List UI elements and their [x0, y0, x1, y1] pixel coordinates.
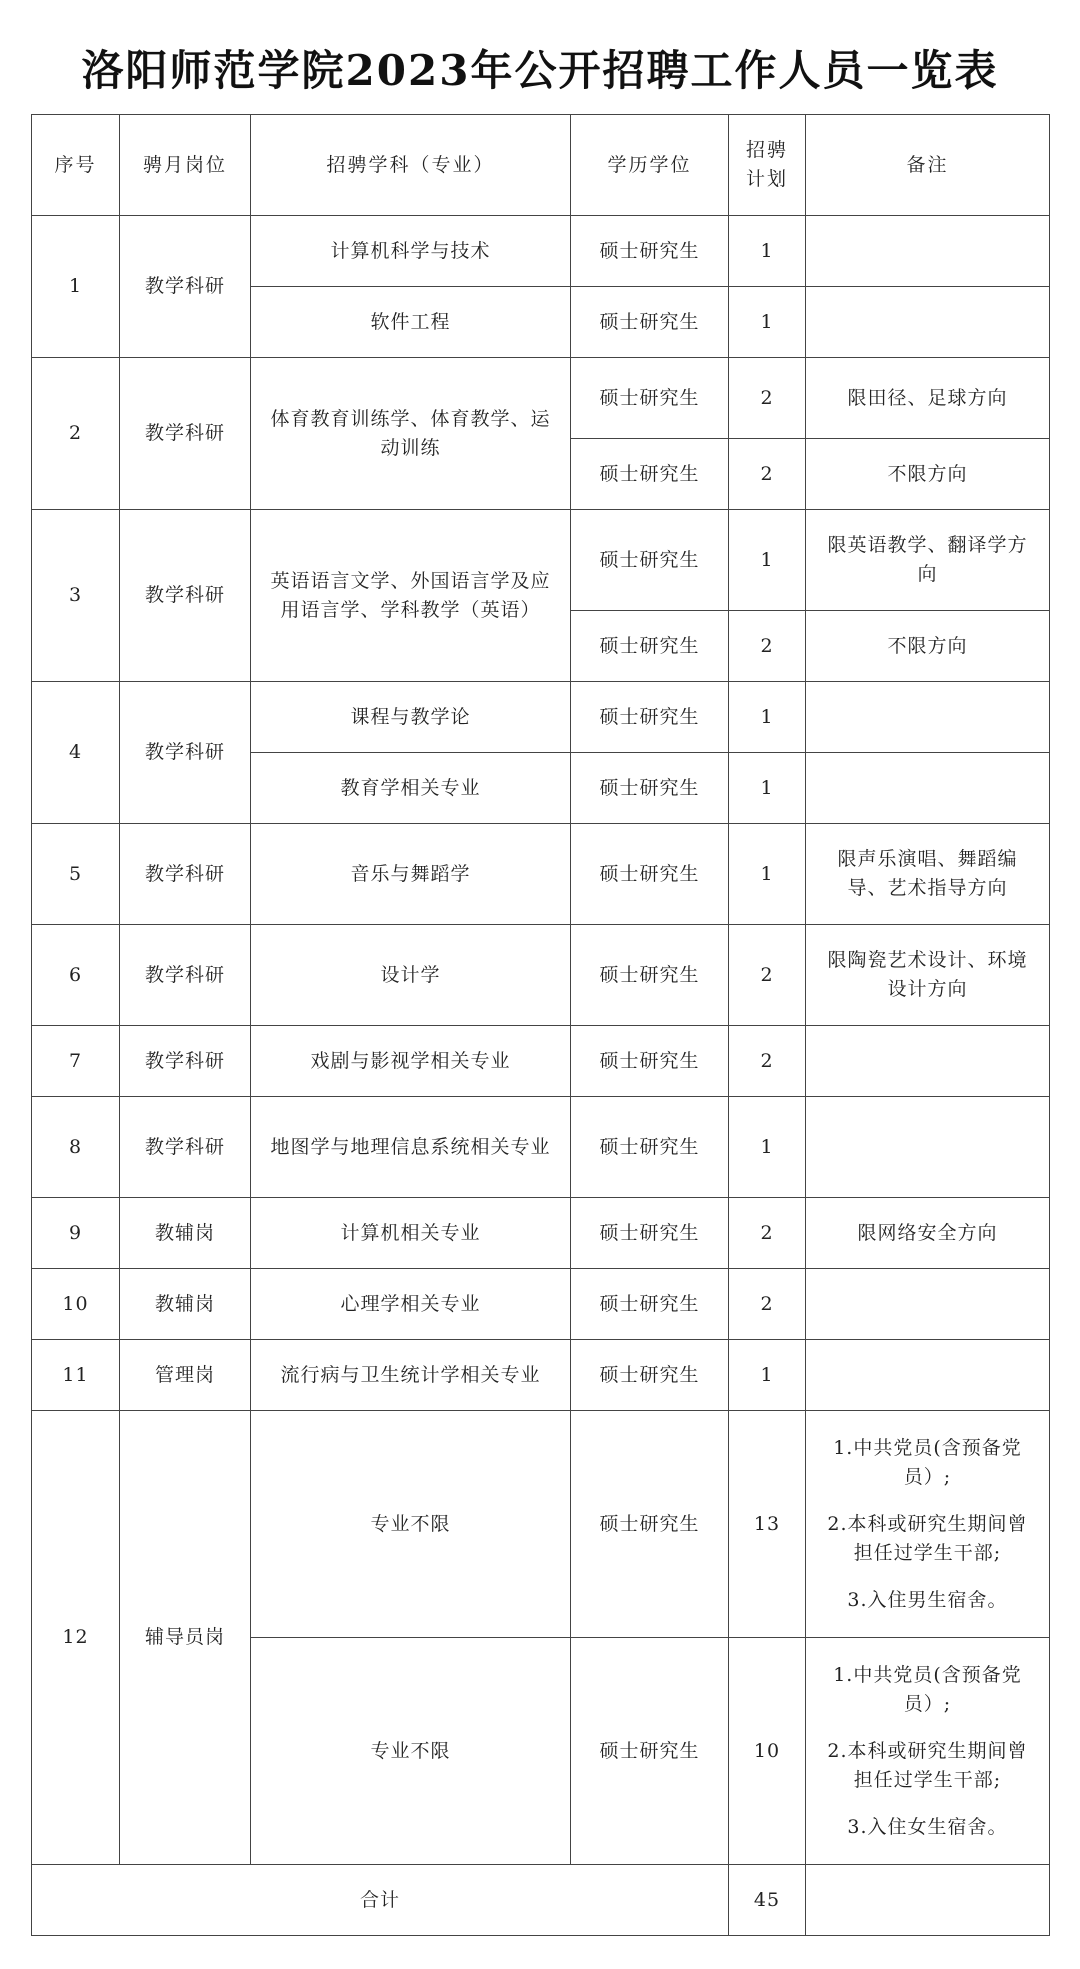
- table-row: [32, 1097, 1050, 1198]
- cell-plan: 1: [729, 1340, 806, 1411]
- cell-major: 心理学相关专业: [251, 1269, 571, 1340]
- cell-plan: 2: [729, 925, 806, 1026]
- cell-post: 辅导员岗: [120, 1411, 251, 1865]
- cell-note: 限陶瓷艺术设计、环境设计方向: [806, 925, 1050, 1026]
- cell-degree: 硕士研究生: [571, 1411, 729, 1638]
- cell-post: 教学科研: [120, 925, 251, 1026]
- cell-no: 3: [32, 510, 120, 682]
- cell-note: 限田径、足球方向: [806, 358, 1050, 439]
- table-row: [32, 682, 1050, 753]
- cell-note: [806, 1411, 1050, 1638]
- cell-major: 英语语言文学、外国语言学及应用语言学、学科教学（英语）: [251, 510, 571, 682]
- cell-degree: 硕士研究生: [571, 611, 729, 682]
- cell-degree: 硕士研究生: [571, 1026, 729, 1097]
- cell-degree: 硕士研究生: [571, 682, 729, 753]
- cell-note: [806, 682, 1050, 753]
- cell-no: 9: [32, 1198, 120, 1269]
- total-label: 合计: [32, 1865, 729, 1936]
- header-major: 招骋学科（专业）: [251, 115, 571, 216]
- cell-degree: 硕士研究生: [571, 753, 729, 824]
- cell-plan: 1: [729, 1097, 806, 1198]
- cell-degree: 硕士研究生: [571, 1097, 729, 1198]
- cell-degree: 硕士研究生: [571, 216, 729, 287]
- cell-no: 4: [32, 682, 120, 824]
- cell-plan: 2: [729, 1269, 806, 1340]
- cell-note: [806, 1340, 1050, 1411]
- cell-degree: 硕士研究生: [571, 925, 729, 1026]
- cell-major: 软件工程: [251, 287, 571, 358]
- cell-plan: 2: [729, 611, 806, 682]
- cell-post: 教学科研: [120, 824, 251, 925]
- cell-major: 课程与教学论: [251, 682, 571, 753]
- cell-plan: 2: [729, 439, 806, 510]
- header-note: 备注: [806, 115, 1050, 216]
- header-degree: 学历学位: [571, 115, 729, 216]
- cell-plan: 1: [729, 824, 806, 925]
- cell-major: 音乐与舞蹈学: [251, 824, 571, 925]
- cell-major: 计算机科学与技术: [251, 216, 571, 287]
- cell-post: 教学科研: [120, 216, 251, 358]
- total-row: [32, 1865, 1050, 1936]
- header-no: 序号: [32, 115, 120, 216]
- cell-note: 限英语教学、翻译学方向: [806, 510, 1050, 611]
- cell-note: [806, 753, 1050, 824]
- cell-degree: 硕士研究生: [571, 510, 729, 611]
- cell-note: [806, 287, 1050, 358]
- note-line: 2.本科或研究生期间曾担任过学生干部;: [827, 1739, 1028, 1791]
- cell-no: 2: [32, 358, 120, 510]
- table-row: [32, 1269, 1050, 1340]
- cell-post: 教学科研: [120, 1026, 251, 1097]
- note-line: 1.中共党员(含预备党员）;: [833, 1436, 1022, 1488]
- table-row: [32, 510, 1050, 611]
- cell-plan: 1: [729, 216, 806, 287]
- note-line: 1.中共党员(含预备党员）;: [833, 1663, 1022, 1715]
- cell-degree: 硕士研究生: [571, 824, 729, 925]
- cell-no: 12: [32, 1411, 120, 1865]
- cell-post: 教学科研: [120, 682, 251, 824]
- cell-note: [806, 1638, 1050, 1865]
- cell-no: 10: [32, 1269, 120, 1340]
- cell-degree: 硕士研究生: [571, 1340, 729, 1411]
- cell-post: 教辅岗: [120, 1198, 251, 1269]
- table-row: [32, 925, 1050, 1026]
- table-row: [32, 824, 1050, 925]
- cell-post: 管理岗: [120, 1340, 251, 1411]
- cell-degree: 硕士研究生: [571, 1269, 729, 1340]
- cell-post: 教学科研: [120, 358, 251, 510]
- cell-major: 专业不限: [251, 1638, 571, 1865]
- cell-plan: 1: [729, 287, 806, 358]
- header-post: 骋月岗位: [120, 115, 251, 216]
- cell-major: 戏剧与影视学相关专业: [251, 1026, 571, 1097]
- cell-note: [806, 1269, 1050, 1340]
- cell-plan: 1: [729, 753, 806, 824]
- table-row: [32, 358, 1050, 439]
- cell-major: 设计学: [251, 925, 571, 1026]
- cell-plan: 2: [729, 358, 806, 439]
- cell-plan: 10: [729, 1638, 806, 1865]
- cell-no: 11: [32, 1340, 120, 1411]
- cell-plan: 13: [729, 1411, 806, 1638]
- cell-no: 5: [32, 824, 120, 925]
- cell-major: 教育学相关专业: [251, 753, 571, 824]
- cell-no: 6: [32, 925, 120, 1026]
- cell-plan: 1: [729, 510, 806, 611]
- cell-no: 1: [32, 216, 120, 358]
- table-row: [32, 1026, 1050, 1097]
- cell-degree: 硕士研究生: [571, 439, 729, 510]
- table-row: [32, 1411, 1050, 1638]
- cell-major: 流行病与卫生统计学相关专业: [251, 1340, 571, 1411]
- cell-major: 地图学与地理信息系统相关专业: [251, 1097, 571, 1198]
- cell-post: 教学科研: [120, 1097, 251, 1198]
- note-line: 2.本科或研究生期间曾担任过学生干部;: [827, 1512, 1028, 1564]
- table-row: [32, 1340, 1050, 1411]
- cell-plan: 1: [729, 682, 806, 753]
- cell-note: 不限方向: [806, 439, 1050, 510]
- note-line: 3.入住女生宿舍。: [847, 1815, 1008, 1838]
- page-title: 洛阳师范学院2023年公开招聘工作人员一览表: [81, 46, 999, 95]
- cell-degree: 硕士研究生: [571, 287, 729, 358]
- cell-note: [806, 1026, 1050, 1097]
- table-header-row: [32, 115, 1050, 216]
- cell-degree: 硕士研究生: [571, 358, 729, 439]
- table-row: [32, 1198, 1050, 1269]
- cell-major: 体育教育训练学、体育教学、运动训练: [251, 358, 571, 510]
- cell-major: 专业不限: [251, 1411, 571, 1638]
- note-line: 3.入住男生宿舍。: [847, 1588, 1008, 1611]
- table-row: [32, 216, 1050, 287]
- cell-plan: 2: [729, 1198, 806, 1269]
- cell-plan: 2: [729, 1026, 806, 1097]
- cell-post: 教学科研: [120, 510, 251, 682]
- cell-post: 教辅岗: [120, 1269, 251, 1340]
- cell-note: 限声乐演唱、舞蹈编导、艺术指导方向: [806, 824, 1050, 925]
- cell-note: 限网络安全方向: [806, 1198, 1050, 1269]
- cell-note: 不限方向: [806, 611, 1050, 682]
- header-plan: 招骋计划: [729, 115, 806, 216]
- total-note: [806, 1865, 1050, 1936]
- cell-degree: 硕士研究生: [571, 1638, 729, 1865]
- recruitment-table: [31, 114, 1050, 1936]
- cell-degree: 硕士研究生: [571, 1198, 729, 1269]
- total-plan: 45: [729, 1865, 806, 1936]
- cell-no: 7: [32, 1026, 120, 1097]
- cell-note: [806, 216, 1050, 287]
- cell-no: 8: [32, 1097, 120, 1198]
- cell-note: [806, 1097, 1050, 1198]
- cell-major: 计算机相关专业: [251, 1198, 571, 1269]
